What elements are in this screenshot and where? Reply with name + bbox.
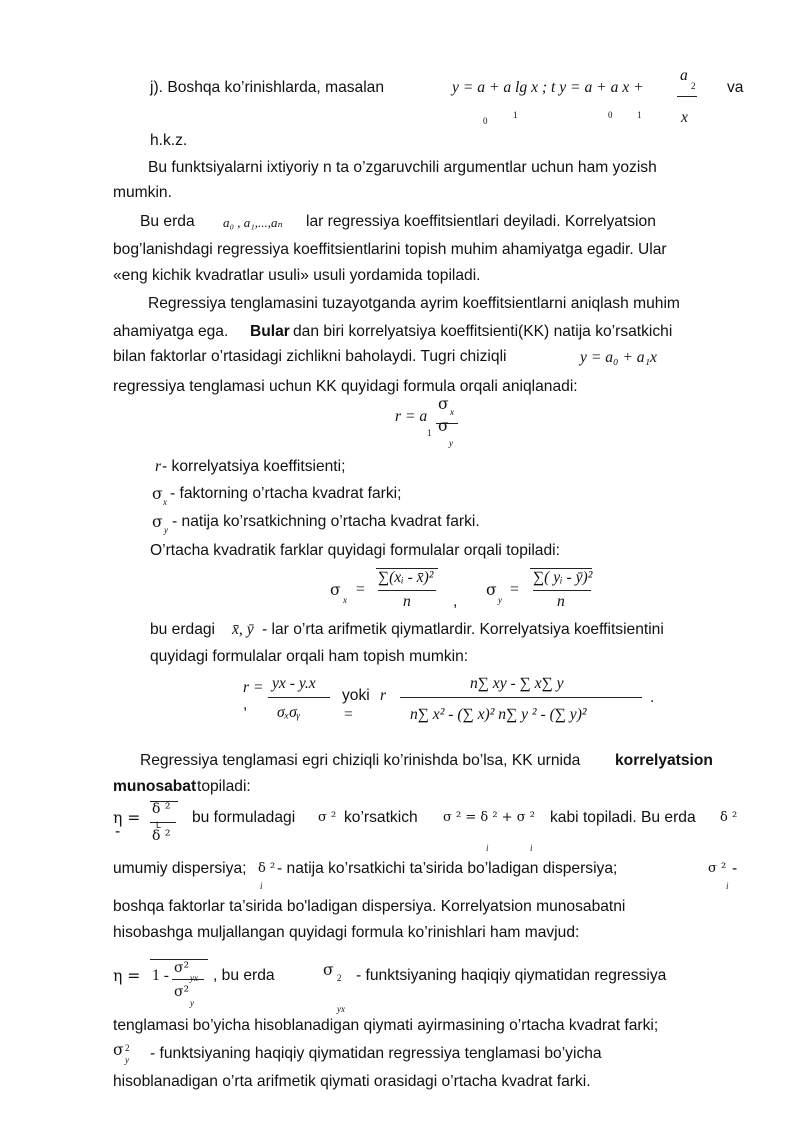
text-line-16b: topiladi: [197, 778, 251, 795]
text-line-14: quyidagi formulalar orqali ham topish mumkin: [150, 648, 469, 665]
formula-sigma-y2-sup: 2 [125, 1043, 130, 1053]
text-line-20: hisobashga muljallangan quyidagi formula ko’rinishlari ham mavjud: [113, 924, 580, 941]
formula-sigma-y2: σ [113, 1041, 124, 1059]
formula-sigma-yx-sup: 2 [337, 973, 342, 983]
sub-0: 0 [483, 116, 488, 126]
text-line-5a: Bu erda [140, 213, 195, 230]
fraction-bar-a2-x [677, 96, 697, 97]
sigma-x-sub: x [450, 407, 454, 417]
text-line-21a: , bu erda [213, 967, 275, 984]
formula-r3-denominator: n∑ x² - (∑ x)² n∑ y ² - (∑ y)² [410, 706, 587, 723]
sigma-y-formula: σ [486, 581, 497, 599]
sigma-x-formula-sub: x [343, 595, 347, 605]
formula-sigma-yx: σ [323, 961, 334, 979]
def-sigma-x: σ [152, 485, 163, 503]
formula-eta2-one: 1 - [152, 967, 169, 984]
text-line-15a: Regressiya tenglamasi egri chiziqli ko’rinishda bo’lsa, KK urnida [140, 752, 581, 769]
formula-linear: y = a₀ + a₁x [580, 349, 657, 366]
text-line-17a: bu formuladagi [192, 809, 296, 826]
formula-sigma-y2-sub: y [125, 1055, 129, 1065]
text-line-19: boshqa faktorlar ta’sirida bo'ladigan dispersiya. Korrelyatsion munosabatni [113, 898, 626, 915]
sigma-y-numerator: ∑( yᵢ - ȳ)² [533, 569, 593, 586]
text-line-22: tenglamasi bo’yicha hisoblanadigan qiymati ayirmasining o’rtacha kvadrat farki; [113, 1017, 659, 1034]
fraction-bar-eta2 [172, 979, 204, 980]
formula-r2: r = [243, 679, 264, 696]
fraction-bar-sigma-y [533, 590, 591, 591]
text-line-1: j). Boshqa ko’rinishlarda, masalan [150, 79, 385, 96]
def-sigma-y-sub: y [164, 525, 168, 535]
text-line-4: mumkin. [113, 184, 172, 201]
text-line-12: O’rtacha kvadratik farklar quyidagi formulalar orqali topiladi: [150, 542, 560, 559]
sub-1: 1 [513, 110, 518, 120]
formula-variance-sub1: i [486, 843, 489, 853]
formula-eta2-numerator-sub: yx [190, 973, 198, 983]
formula-eta2: η = [113, 967, 141, 985]
formula-r3-numerator: n∑ xy - ∑ x∑ y [470, 675, 564, 692]
formula-eta-numerator: δ ² [152, 801, 171, 817]
sigma-y-eq: = [510, 581, 519, 598]
formula-eta: η = [113, 809, 141, 827]
text-line-21b: - funktsiyaning haqiqiy qiymatidan regressiya [356, 967, 667, 984]
text-line-2: h.k.z. [150, 132, 188, 149]
text-yoki: yoki [342, 687, 370, 704]
def-sigma-y: σ [152, 513, 163, 531]
formula-eta-numerator-sub: L [156, 820, 162, 830]
formula-r2-comma: , [243, 696, 248, 713]
formula-x-den: x [681, 109, 688, 126]
formula-sigma-i-sub: i [726, 881, 729, 891]
sigma-x-formula: σ [330, 581, 341, 599]
text-line-18b: - natija ko’rsatkichi ta’sirida bo’ladigan dispersiya; [277, 860, 618, 877]
text-line-13a: bu erdagi [150, 621, 216, 638]
def-r-text: - korrelyatsiya koeffitsienti; [162, 458, 346, 475]
formula-r: r = a [395, 408, 428, 425]
formula-eta2-numerator: σ² [174, 960, 190, 976]
formula-delta-i-sub: i [260, 881, 263, 891]
fraction-bar-r3 [400, 697, 642, 698]
sub-1b: 1 [637, 110, 642, 120]
def-sigma-y-text: - natija ko’rsatkichning o’rtacha kvadrat farki. [172, 513, 480, 530]
text-line-3: Bu funktsiyalarni ixtiyoriy n ta o’zgaruvchili argumentlar uchun ham yozish [148, 159, 657, 176]
formula-r3-dot: . [650, 689, 655, 706]
text-line-10: bilan faktorlar o’rtasidagi zichlikni baholaydi. Tugri chiziqli [113, 348, 507, 365]
text-va: va [727, 79, 744, 96]
text-line-13b: - lar o’rta arifmetik qiymatlardir. Korrelyatsiya koeffitsientini [262, 621, 664, 638]
text-line-9a: ahamiyatga ega. [113, 323, 229, 340]
formula-a2-sub: 2 [691, 81, 696, 91]
text-line-9-bold: Bular [250, 323, 290, 340]
formula-variance-sum: σ ² = δ ² + σ ² [443, 810, 535, 825]
formula-delta-i: δ ² [258, 861, 276, 876]
sigma-y: σ [438, 417, 449, 435]
def-sigma-x-sub: x [163, 497, 167, 507]
formula-sigma2: σ ² [318, 810, 337, 825]
sub-0b: 0 [608, 110, 613, 120]
formula-eta-dash: - [115, 823, 121, 840]
text-line-24: hisoblanadigan o’rta arifmetik qiymati orasidagi o’rtacha kvadrat farki. [113, 1073, 591, 1090]
text-line-17b: ko’rsatkich [344, 809, 418, 826]
sigma-x-eq: = [356, 581, 365, 598]
formula-r3: r [380, 687, 387, 704]
formula-sigma-yx-sub: yx [337, 1004, 345, 1014]
fraction-bar-sigma-x [378, 590, 436, 591]
formula-eta2-denominator-sub: y [190, 998, 194, 1008]
text-line-5b: lar regressiya koeffitsientlari deyiladi. Korrelyatsion [306, 213, 656, 230]
formula-means: x̄, ȳ [232, 621, 254, 638]
def-r-symbol: r [155, 458, 162, 475]
text-line-17c: kabi topiladi. Bu erda [550, 809, 696, 826]
formula-sigma-i: σ ² [708, 861, 727, 876]
fraction-bar-eta [150, 822, 176, 823]
formula-r2-numerator: yx - y.x [272, 675, 316, 692]
sigma-comma: , [453, 593, 458, 610]
text-line-16-bold: munosabat [113, 778, 197, 795]
def-sigma-x-text: - faktorning o’rtacha kvadrat farki; [170, 485, 402, 502]
formula-eta-denominator: δ ² [152, 828, 171, 844]
sigma-x-denominator: n [403, 593, 411, 610]
formula-variance-sub2: i [530, 843, 533, 853]
sigma-y-formula-sub: y [498, 595, 502, 605]
formula-eta2-denominator: σ² [174, 984, 190, 1000]
text-line-8: Regressiya tenglamasini tuzayotganda ayrim koeffitsientlarni aniqlash muhim [148, 295, 680, 312]
text-line-11: regressiya tenglamasi uchun KK quyidagi formula orqali aniqlanadi: [113, 378, 578, 395]
sigma-x: σ [438, 395, 449, 413]
text-line-7: «eng kichik kvadratlar usuli» usuli yordamida topiladi. [113, 267, 481, 284]
formula-r-sub1: 1 [427, 428, 432, 438]
formula-a2: a [680, 67, 688, 84]
text-line-23: - funktsiyaning haqiqiy qiymatidan regressiya tenglamasi bo’yicha [150, 1045, 602, 1062]
formula-coefficients: a₀ , a₁,...,aₙ [223, 215, 283, 230]
sigma-y-sub: y [449, 438, 453, 448]
sigma-x-numerator: ∑(xᵢ - x̄)² [378, 569, 434, 586]
text-line-18a: umumiy dispersiya; [113, 860, 247, 877]
fraction-bar-r2 [268, 697, 330, 698]
formula-regression-examples: y = a + a lg x ; t y = a + a x + [452, 79, 644, 96]
formula-r2-denominator: σₓσᵧ [277, 704, 301, 721]
formula-delta2: δ ² [720, 810, 738, 825]
text-line-18c: - [732, 860, 738, 877]
text-line-9c: dan biri korrelyatsiya koeffitsienti(KK) natija ko’rsatkichi [293, 323, 673, 340]
text-line-15-bold: korrelyatsion [615, 752, 713, 769]
text-line-6: bog’lanishdagi regressiya koeffitsientlarini topish muhim ahamiyatga egadir. Ular [113, 241, 667, 258]
formula-r3-eq: = [344, 706, 353, 723]
sigma-y-denominator: n [557, 593, 565, 610]
